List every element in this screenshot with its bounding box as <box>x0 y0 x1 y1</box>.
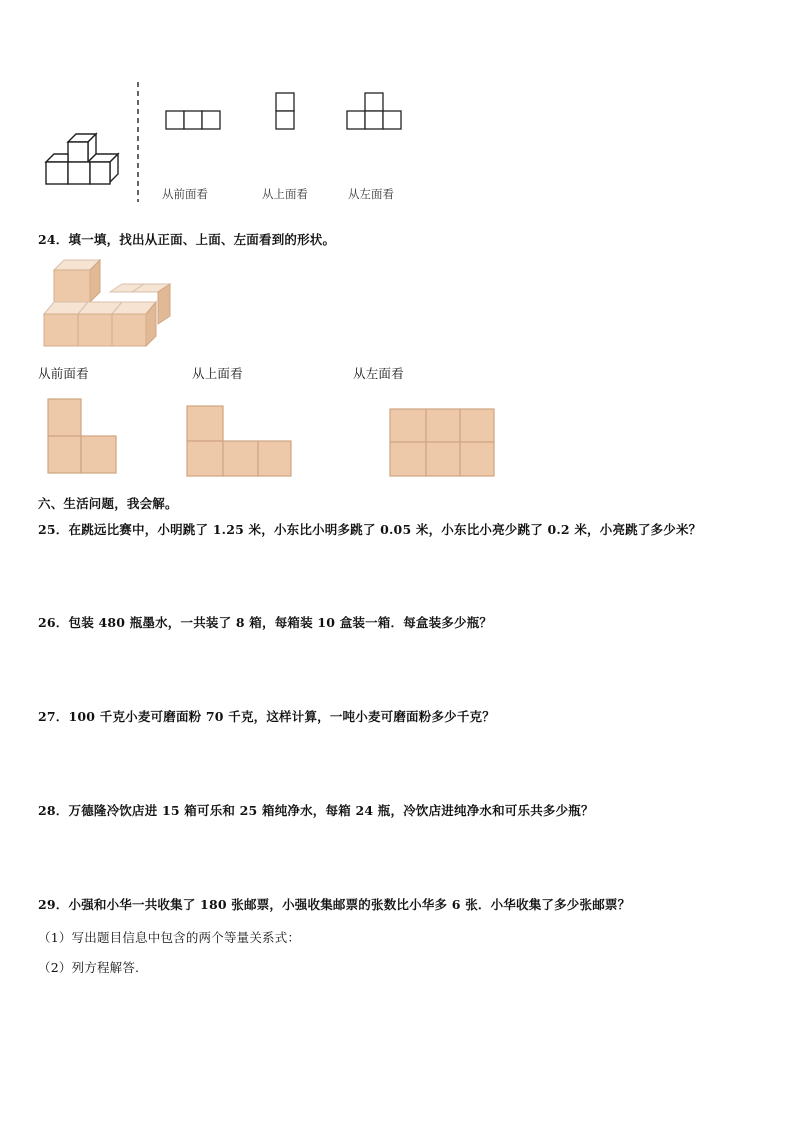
section6-title: 六、生活问题，我会解。 <box>38 496 178 511</box>
q24-cube-stack <box>42 256 172 348</box>
wire-cube-stack <box>44 128 126 190</box>
question-27: 27．100 千克小麦可磨面粉 70 千克，这样计算，一吨小麦可磨面粉多少千克？ <box>38 709 495 724</box>
question-29: 29．小强和小华一共收集了 180 张邮票，小强收集邮票的张数比小华多 6 张．小华收集了多少张邮票？ <box>38 897 631 912</box>
q24-answer-left-view <box>389 408 497 478</box>
label-left-view: 从左面看 <box>348 187 394 201</box>
view-left-grid <box>346 92 404 132</box>
q24-answer-front-view <box>47 398 119 476</box>
question-28: 28．万德隆冷饮店进 15 箱可乐和 25 箱纯净水，每箱 24 瓶，冷饮店进纯净水和可乐共多少瓶？ <box>38 803 594 818</box>
question-26: 26．包装 480 瓶墨水，一共装了 8 箱，每箱装 10 盒装一箱．每盒装多少瓶？ <box>38 615 493 630</box>
view-top-grid <box>275 92 297 132</box>
label-top-view: 从上面看 <box>262 187 308 201</box>
q24-label-top: 从上面看 <box>192 366 243 381</box>
question-29-part-1: （1）写出题目信息中包含的两个等量关系式： <box>38 930 301 945</box>
question-25: 25．在跳远比赛中，小明跳了 1.25 米，小东比小明多跳了 0.05 米，小东比小亮少跳了 0.2 米，小亮跳了多少米？ <box>38 522 702 537</box>
q24-label-front: 从前面看 <box>38 366 89 381</box>
q24-prompt: 24．填一填，找出从正面、上面、左面看到的形状。 <box>38 232 336 247</box>
view-front-grid <box>165 110 223 132</box>
label-front-view: 从前面看 <box>162 187 208 201</box>
dashed-divider <box>136 82 140 202</box>
q24-answer-top-view <box>186 405 294 479</box>
question-29-part-2: （2）列方程解答. <box>38 960 140 975</box>
q24-label-left: 从左面看 <box>353 366 404 381</box>
